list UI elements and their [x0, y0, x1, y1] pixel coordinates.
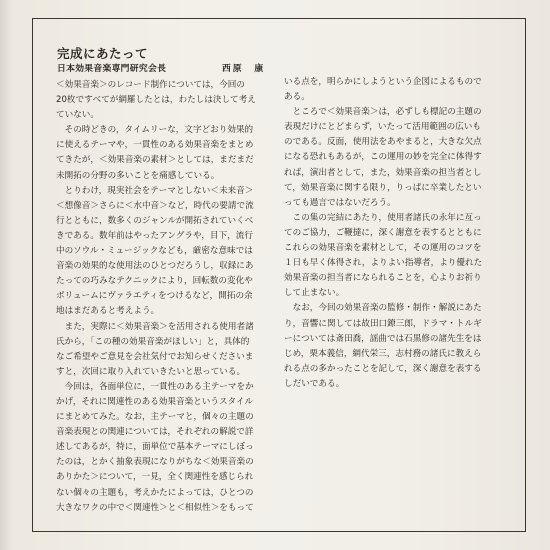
text-line: ありかた＞について，一見，全く関連性を感じられ — [56, 472, 254, 483]
text-line: り，音響に関しては故田口鐐三郎，ドラマ・トルギ — [284, 318, 482, 329]
text-line: なご希望やご意見を会社気付でお知らせくださいま — [56, 351, 254, 362]
text-line: また，実際に＜効果音楽＞を活用される使用者諸 — [56, 321, 254, 332]
text-line: しだいである。 — [284, 378, 345, 389]
text-line: ーについては斎田喬，謡曲では石黒修の諸先生をは — [284, 333, 482, 344]
text-line: 表現だけにとどまらず，いたって活用範囲の広いも — [284, 122, 481, 133]
text-line: たのは，とかく抽象表現になりがちな＜効果音楽の — [56, 457, 254, 468]
text-line: てのご協力，ご鞭撻に，深く謝意を表するとともに — [284, 227, 482, 238]
text-line: ところで＜効果音楽＞は，必ずしも標記の主題の — [284, 107, 482, 118]
text-line: 今回は，各面単位に，一貫性のある主テーマをか — [56, 381, 254, 392]
text-column-left — [56, 78, 270, 516]
text-line: この集の完結にあたり，使用者諸氏の永年に亙っ — [284, 212, 482, 223]
text-line: これらの効果音楽を素材として，その運用のコツを — [284, 243, 482, 254]
text-line: ボリュームにヴァラエティをつけるなど，開拓の余 — [56, 291, 253, 302]
page-title: 完成にあたって — [57, 46, 149, 61]
text-line: ていない。 — [56, 110, 99, 121]
page-gutter-shadow — [0, 0, 14, 550]
text-line: いる点を，明らかにしようという企図によるもので — [284, 77, 482, 87]
text-line: ある。 — [284, 92, 310, 103]
author-organization: 日本効果音楽専門研究会長 — [57, 64, 167, 74]
text-line: なお，今回の効果音楽の監修・制作・解説にあた — [284, 303, 482, 314]
text-line: 行とともに，数多くのジャンルが開拓されていくべ — [56, 215, 254, 226]
text-line: れる点の多かったことを記して，深く謝意を表する — [284, 363, 482, 374]
text-column-right — [284, 75, 508, 392]
text-line: 中のソウル・ミュージックなども，厳密な意味では — [56, 246, 253, 257]
text-line: 氏から，「この種の効果音楽がほしい」と，具体的 — [56, 336, 250, 347]
text-line: に使えるテーマや，一貫性のある効果音楽をまとめ — [56, 140, 254, 151]
text-line: 効果音楽の担当者になられることを，心よりお祈り — [284, 273, 482, 284]
text-line: 地はまだあると考えよう。 — [56, 306, 160, 317]
text-line: ない個々の主題も，考えかたによっては，ひとつの — [56, 487, 254, 498]
text-line: れば，演出者として，また，効果音楽の担当者とし — [284, 167, 482, 178]
text-line: 大きなワクの中で＜関連性＞と＜相似性＞をもって — [56, 502, 254, 513]
text-line: その時どきの，タイムリーな，文字どおり効果的 — [56, 125, 254, 136]
text-line: じめ，栗本義信，網代栄三，志村務の諸氏に教えら — [284, 348, 482, 359]
text-line: になる恐れもあるが，この運用の妙を完全に体得す — [284, 152, 482, 163]
text-line: て，効果音楽に関する限り，りっぱに卒業したとい — [284, 182, 482, 193]
author-name: 西原 康 — [222, 64, 266, 74]
text-line: 音楽の効果的な使用法のひとつだろうし，収録にあ — [56, 261, 254, 272]
text-line: のである。反面，使用法をあやまると，大きな欠点 — [284, 137, 482, 148]
text-line: にまとめてみた。なお，主テーマと，個々の主題の — [56, 412, 254, 423]
text-line: かげ，それに関連性のある効果音楽というスタイル — [56, 396, 254, 407]
text-line: っても過言ではないだろう。 — [284, 197, 396, 208]
text-line: たっての巧みなテクニックにより，回転数の変化や — [56, 276, 253, 287]
text-line: 未開拓の分野の多いことを痛感している。 — [56, 170, 220, 181]
text-line: とりわけ，現実社会をテーマとしない＜未来音＞ — [56, 185, 254, 196]
text-line: して止まない。 — [284, 288, 345, 299]
text-line: １日も早く体得され，よりよい指導者，より優れた — [284, 258, 483, 269]
text-line: 述してあるが，特に，面単位で基本テーマにしぼっ — [56, 442, 254, 453]
text-line: すと，次回に取り入れていきたいと思っている。 — [56, 366, 246, 377]
text-line: 音楽表現との関連については，それぞれの解説で詳 — [56, 427, 254, 438]
text-line: 20枚ですべてが網羅したとは，わたしは決して考え — [56, 95, 256, 106]
text-line: ＜想像音＞さらに＜水中音＞など，時代の要請で流 — [56, 200, 254, 211]
text-line: てきたが，＜効果音楽の素材＞としては，まだまだ — [56, 155, 254, 166]
text-line: ＜効果音楽＞のレコード制作については，今回の — [56, 80, 245, 90]
text-line: きである。数年前はやったアングラや，目下，流行 — [56, 230, 253, 241]
